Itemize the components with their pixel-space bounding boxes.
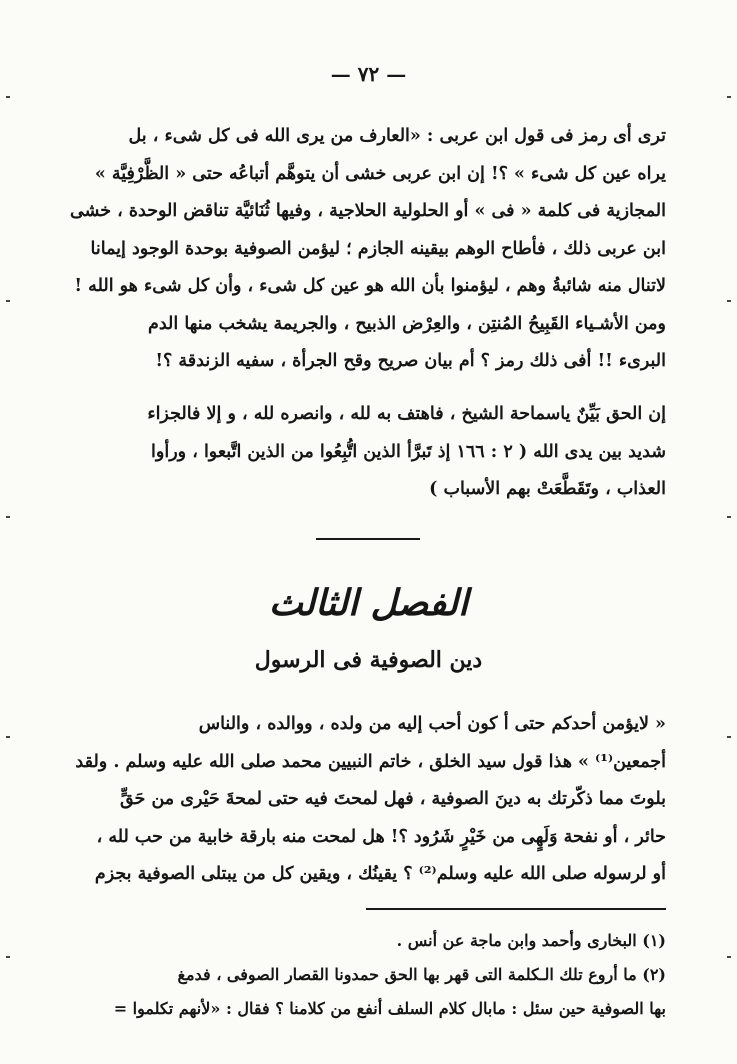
margin-tick (727, 96, 731, 98)
text-line: شديد بين يدى الله ( ٢ : ١٦٦ إذ تَبرَّأ الذين اتُّبِعُوا من الذين اتَّبعوا ، ورأوا (151, 441, 666, 462)
text-line: « لايؤمن أحدكم حتى أ كون أحب إليه من ولده ، ووالده ، والناس (198, 714, 666, 734)
text-line: ابن عربى ذلك ، فأطاح الوهم بيقينه الجازم ؛ ليؤمن الصوفية بوحدة الوجود إيمانا (90, 238, 666, 259)
paragraph-rumuz (62, 118, 666, 381)
text-line: ومن الأشـياء القَبِيحُ المُنتِن ، والعِرْض الذبيح ، والجريمة يشخب منها الدم (148, 313, 666, 334)
text-line: حائر ، أو نفحة وَلَهٍى من خَيْرٍ شَرُود ؟! هل لمحت منه بارقة خابية من حب لله ، (96, 826, 666, 847)
footnote-2-continued: بها الصوفية حين سئل : مابال كلام السلف أنفع من كلامنا ؟ فقال : «لأنهم تكلموا = (113, 999, 666, 1018)
text-line: يراه عين كل شىء » ؟! إن ابن عربى خشى أن يتوهَّم أتباعُه حتى « الظَّرْفِيَّة » (94, 163, 666, 184)
margin-tick (727, 300, 731, 302)
page-number: — ٧٢ — (330, 62, 407, 86)
footnotes (62, 924, 666, 1026)
paragraph-haqq (62, 396, 666, 509)
text-line: أجمعين⁽¹⁾ » هذا قول سيد الخلق ، خاتم النبيين محمد صلى الله عليه وسلم . ولقد (75, 751, 666, 772)
footnote-divider (366, 908, 666, 910)
margin-tick (6, 516, 10, 518)
text-line: أو لرسوله صلى الله عليه وسلم⁽²⁾ ؟ يقينُك ، ويقين كل من يبتلى الصوفية بجزم (94, 864, 666, 884)
text-line: العذاب ، وتَقَطَّعَتْ بهم الأسباب ) (429, 479, 666, 499)
margin-tick (727, 956, 731, 958)
chapter-subtitle: دين الصوفية فى الرسول (254, 647, 483, 673)
text-line: ترى أى رمز فى قول ابن عربى : «العارف من يرى الله فى كل شىء ، بل (128, 126, 666, 146)
paragraph-hadith (62, 706, 666, 894)
section-divider (316, 538, 420, 540)
footnote-2: (٢) ما أروع تلك الـكلمة التى قهر بها الحق حمدونا القصار الصوفى ، فدمغ (177, 965, 666, 984)
text-line: المجازية فى كلمة « فى » أو الحلولية الحلاجية ، وفيها ثُنَائيَّة تناقض الوحدة ، خشى (70, 201, 666, 221)
margin-tick (727, 736, 731, 738)
margin-tick (727, 516, 731, 518)
margin-tick (6, 300, 10, 302)
margin-tick (6, 956, 10, 958)
text-line: البرىء !! أفى ذلك رمز ؟ أم بيان صريح وقح الجرأة ، سفيه الزندقة ؟! (155, 351, 666, 371)
chapter-heading: الفصل الثالث (268, 582, 469, 624)
margin-tick (6, 96, 10, 98)
text-line: بلوتَ مما ذكّرتك به دينَ الصوفية ، فهل لمحتَ فيه حتى لمحةَ حَيْرى من حَقٍّ (119, 789, 666, 809)
margin-tick (6, 736, 10, 738)
footnote-1: (١) البخارى وأحمد وابن ماجة عن أنس . (396, 931, 666, 950)
text-line: إن الحق بَيِّنٌ ياسماحة الشيخ ، فاهتف به لله ، وانصره لله ، و إلا فالجزاء (147, 404, 666, 424)
text-line: لاتنال منه شائبةُ وهم ، ليؤمنوا بأن الله هو عين كل شىء ، وأن كل شىء هو الله ! (74, 276, 666, 296)
